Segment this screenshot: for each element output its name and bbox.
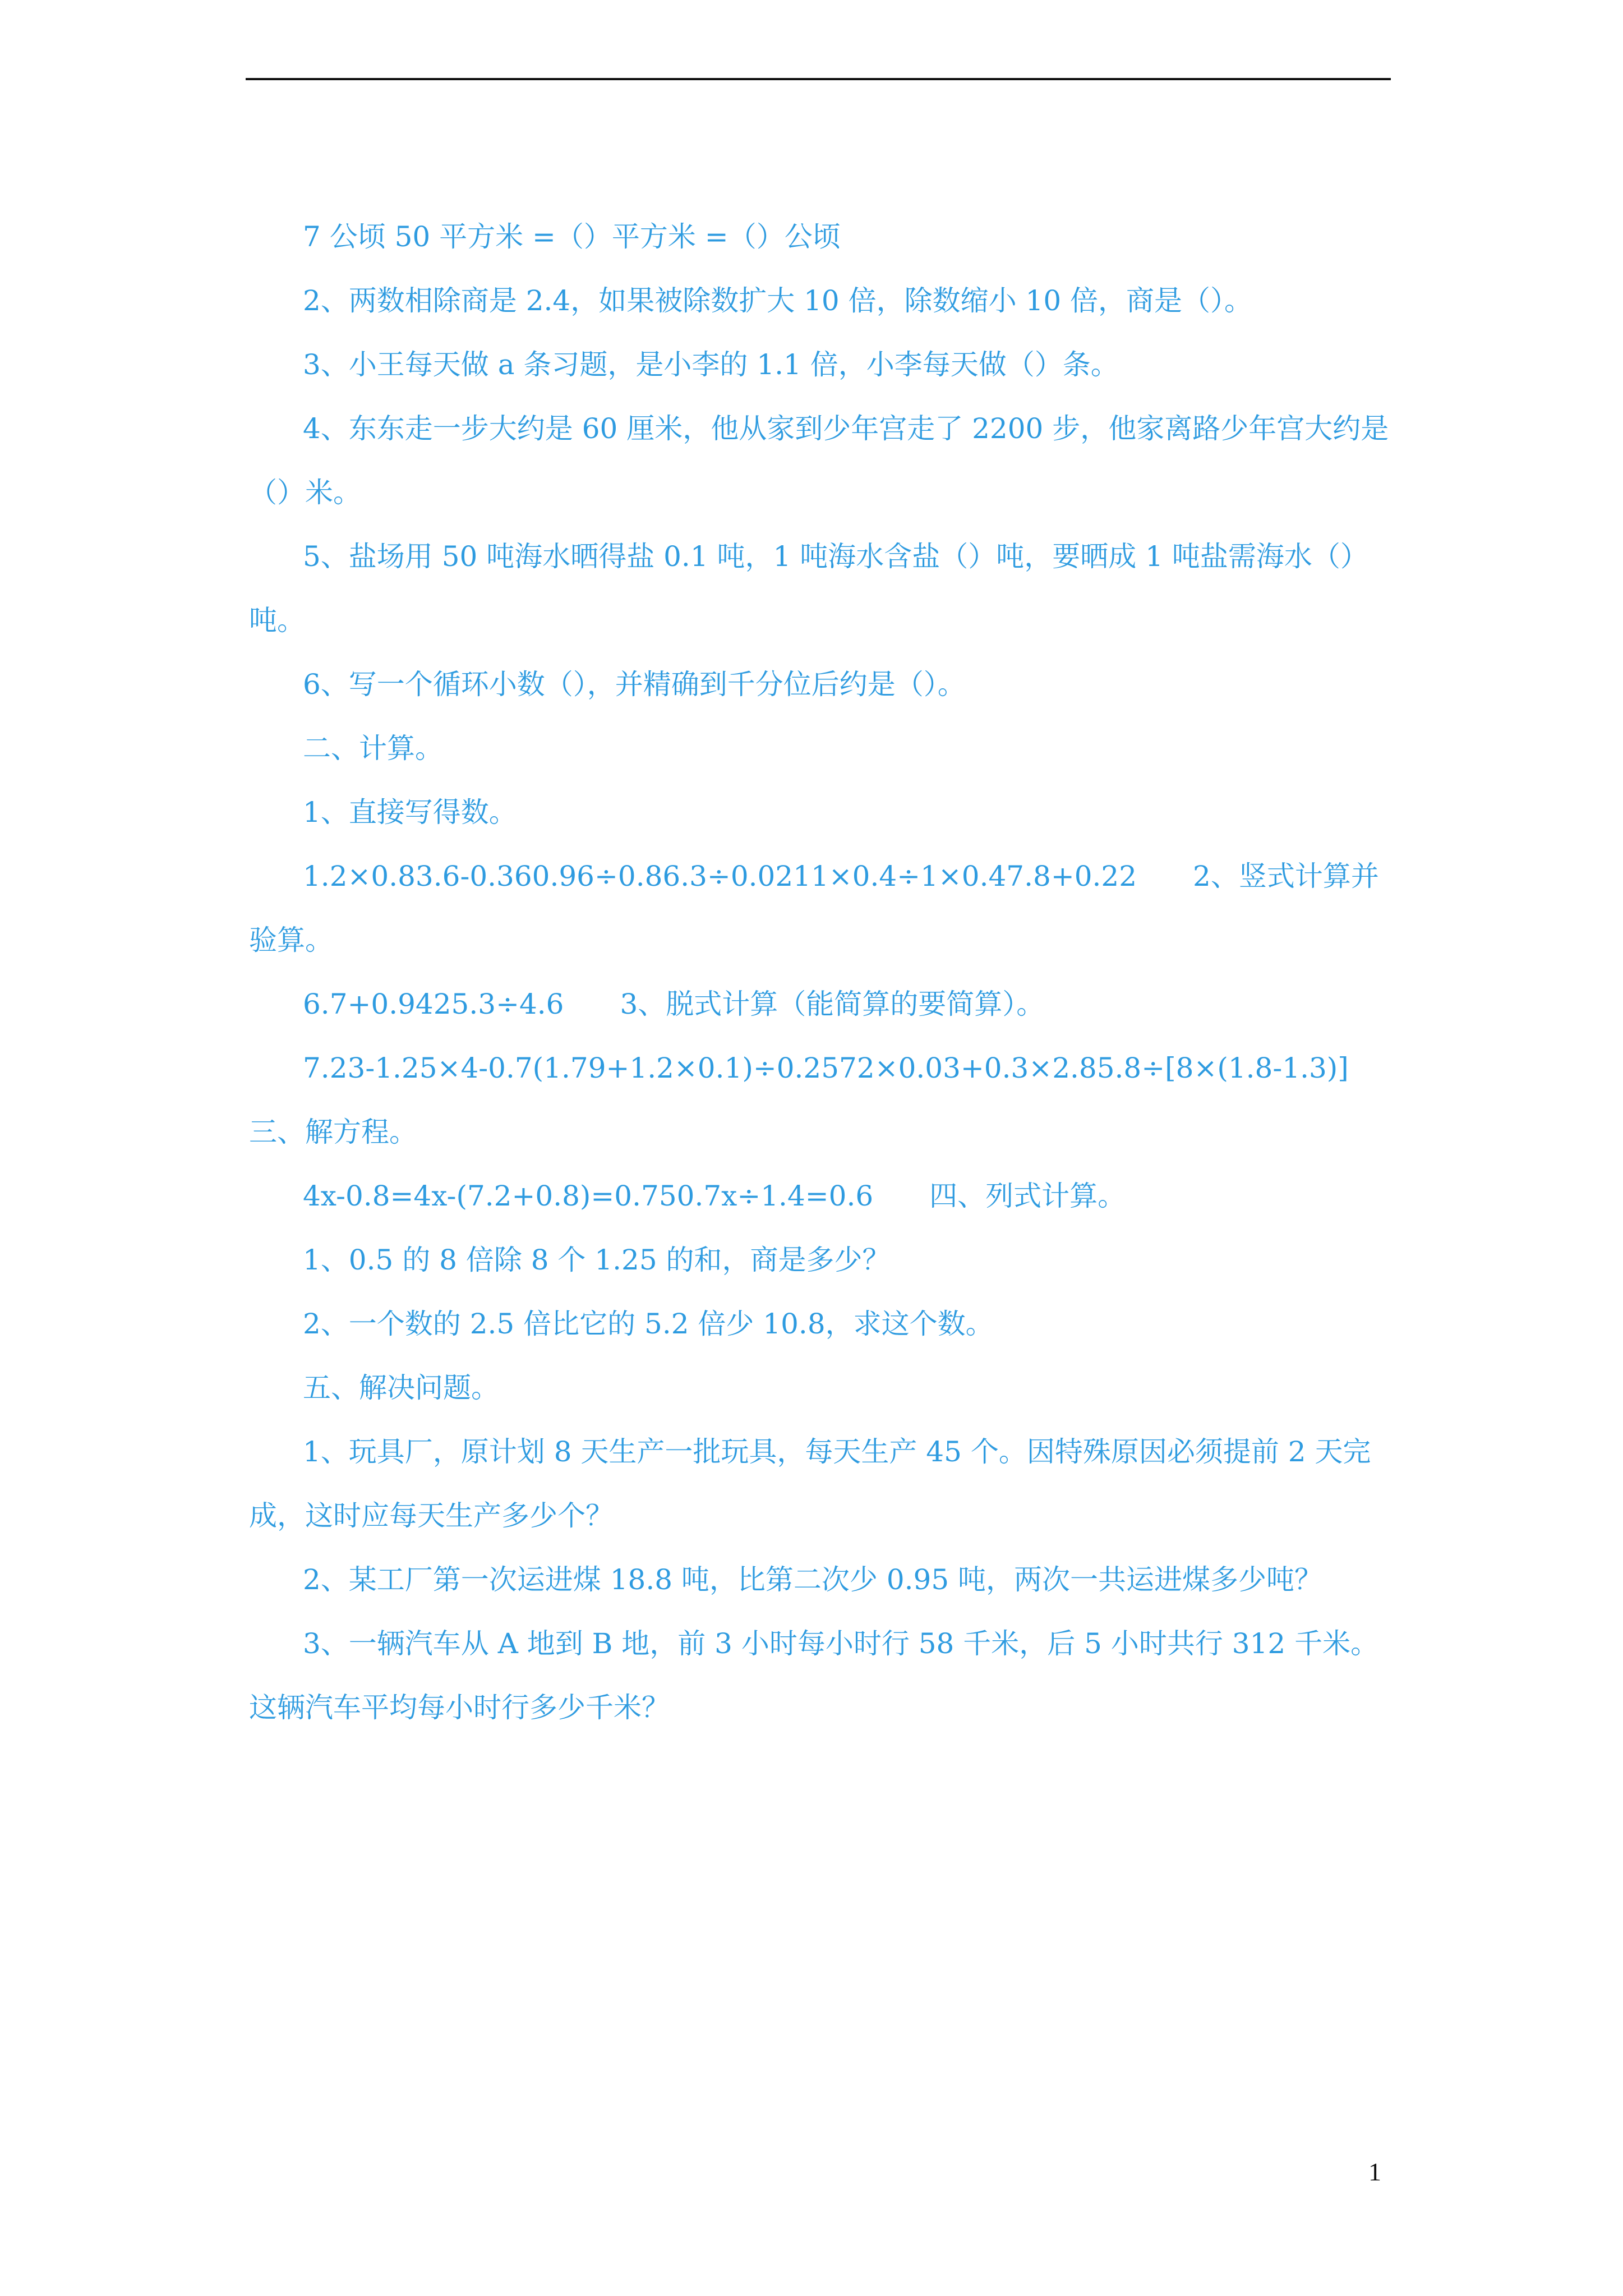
problem-toy-factory: 1、玩具厂，原计划 8 天生产一批玩具，每天生产 45 个。因特殊原因必须提前 2 天完成，这时应每天生产多少个？: [249, 1435, 1371, 1532]
fill-blank-quotient: 2、两数相除商是 2.4，如果被除数扩大 10 倍，除数缩小 10 倍，商是（）。: [303, 284, 1253, 317]
word-calc-1: 1、0.5 的 8 倍除 8 个 1.25 的和，商是多少？: [303, 1244, 891, 1276]
vertical-calc-expressions: 6.7+0.9425.3÷4.6 3、脱式计算（能简算的要简算）。: [303, 988, 1045, 1020]
section-heading-calculation: 二、计算。: [303, 732, 443, 765]
header-rule: [246, 78, 1391, 80]
page-number: 1: [1368, 2157, 1381, 2186]
fill-blank-steps: 4、东东走一步大约是 60 厘米，他从家到少年宫走了 2200 步，他家离路少年宫大约是（）米。: [249, 412, 1389, 509]
direct-answer-expressions: 1.2×0.83.6-0.360.96÷0.86.3÷0.0211×0.4÷1×0.47.8+0.22 2、竖式计算并验算。: [249, 860, 1379, 956]
fill-blank-hectare: 7 公顷 50 平方米 =（）平方米 =（）公顷: [303, 220, 841, 253]
document-body: [249, 205, 1390, 1740]
problem-car-speed: 3、一辆汽车从 A 地到 B 地，前 3 小时每小时行 58 千米，后 5 小时共行 312 千米。这辆汽车平均每小时行多少千米？: [249, 1627, 1379, 1724]
section-heading-problems: 五、解决问题。: [303, 1372, 499, 1404]
word-calc-2: 2、一个数的 2.5 倍比它的 5.2 倍少 10.8，求这个数。: [303, 1308, 994, 1340]
step-calc-expressions: 7.23-1.25×4-0.7(1.79+1.2×0.1)÷0.2572×0.03+0.3×2.85.8÷[8×(1.8-1.3)]三、解方程。: [249, 1052, 1349, 1148]
problem-coal: 2、某工厂第一次运进煤 18.8 吨，比第二次少 0.95 吨，两次一共运进煤多少吨？: [303, 1563, 1323, 1596]
equations: 4x-0.8=4x-(7.2+0.8)=0.750.7x÷1.4=0.6 四、列式计算。: [303, 1180, 1126, 1212]
subheading-direct-answers: 1、直接写得数。: [303, 796, 517, 829]
fill-blank-exercises: 3、小王每天做 a 条习题，是小李的 1.1 倍，小李每天做（）条。: [303, 348, 1119, 381]
fill-blank-salt: 5、盐场用 50 吨海水晒得盐 0.1 吨，1 吨海水含盐（）吨，要晒成 1 吨盐需海水（）吨。: [249, 540, 1368, 637]
fill-blank-recurring-decimal: 6、写一个循环小数（），并精确到千分位后约是（）。: [303, 668, 966, 701]
